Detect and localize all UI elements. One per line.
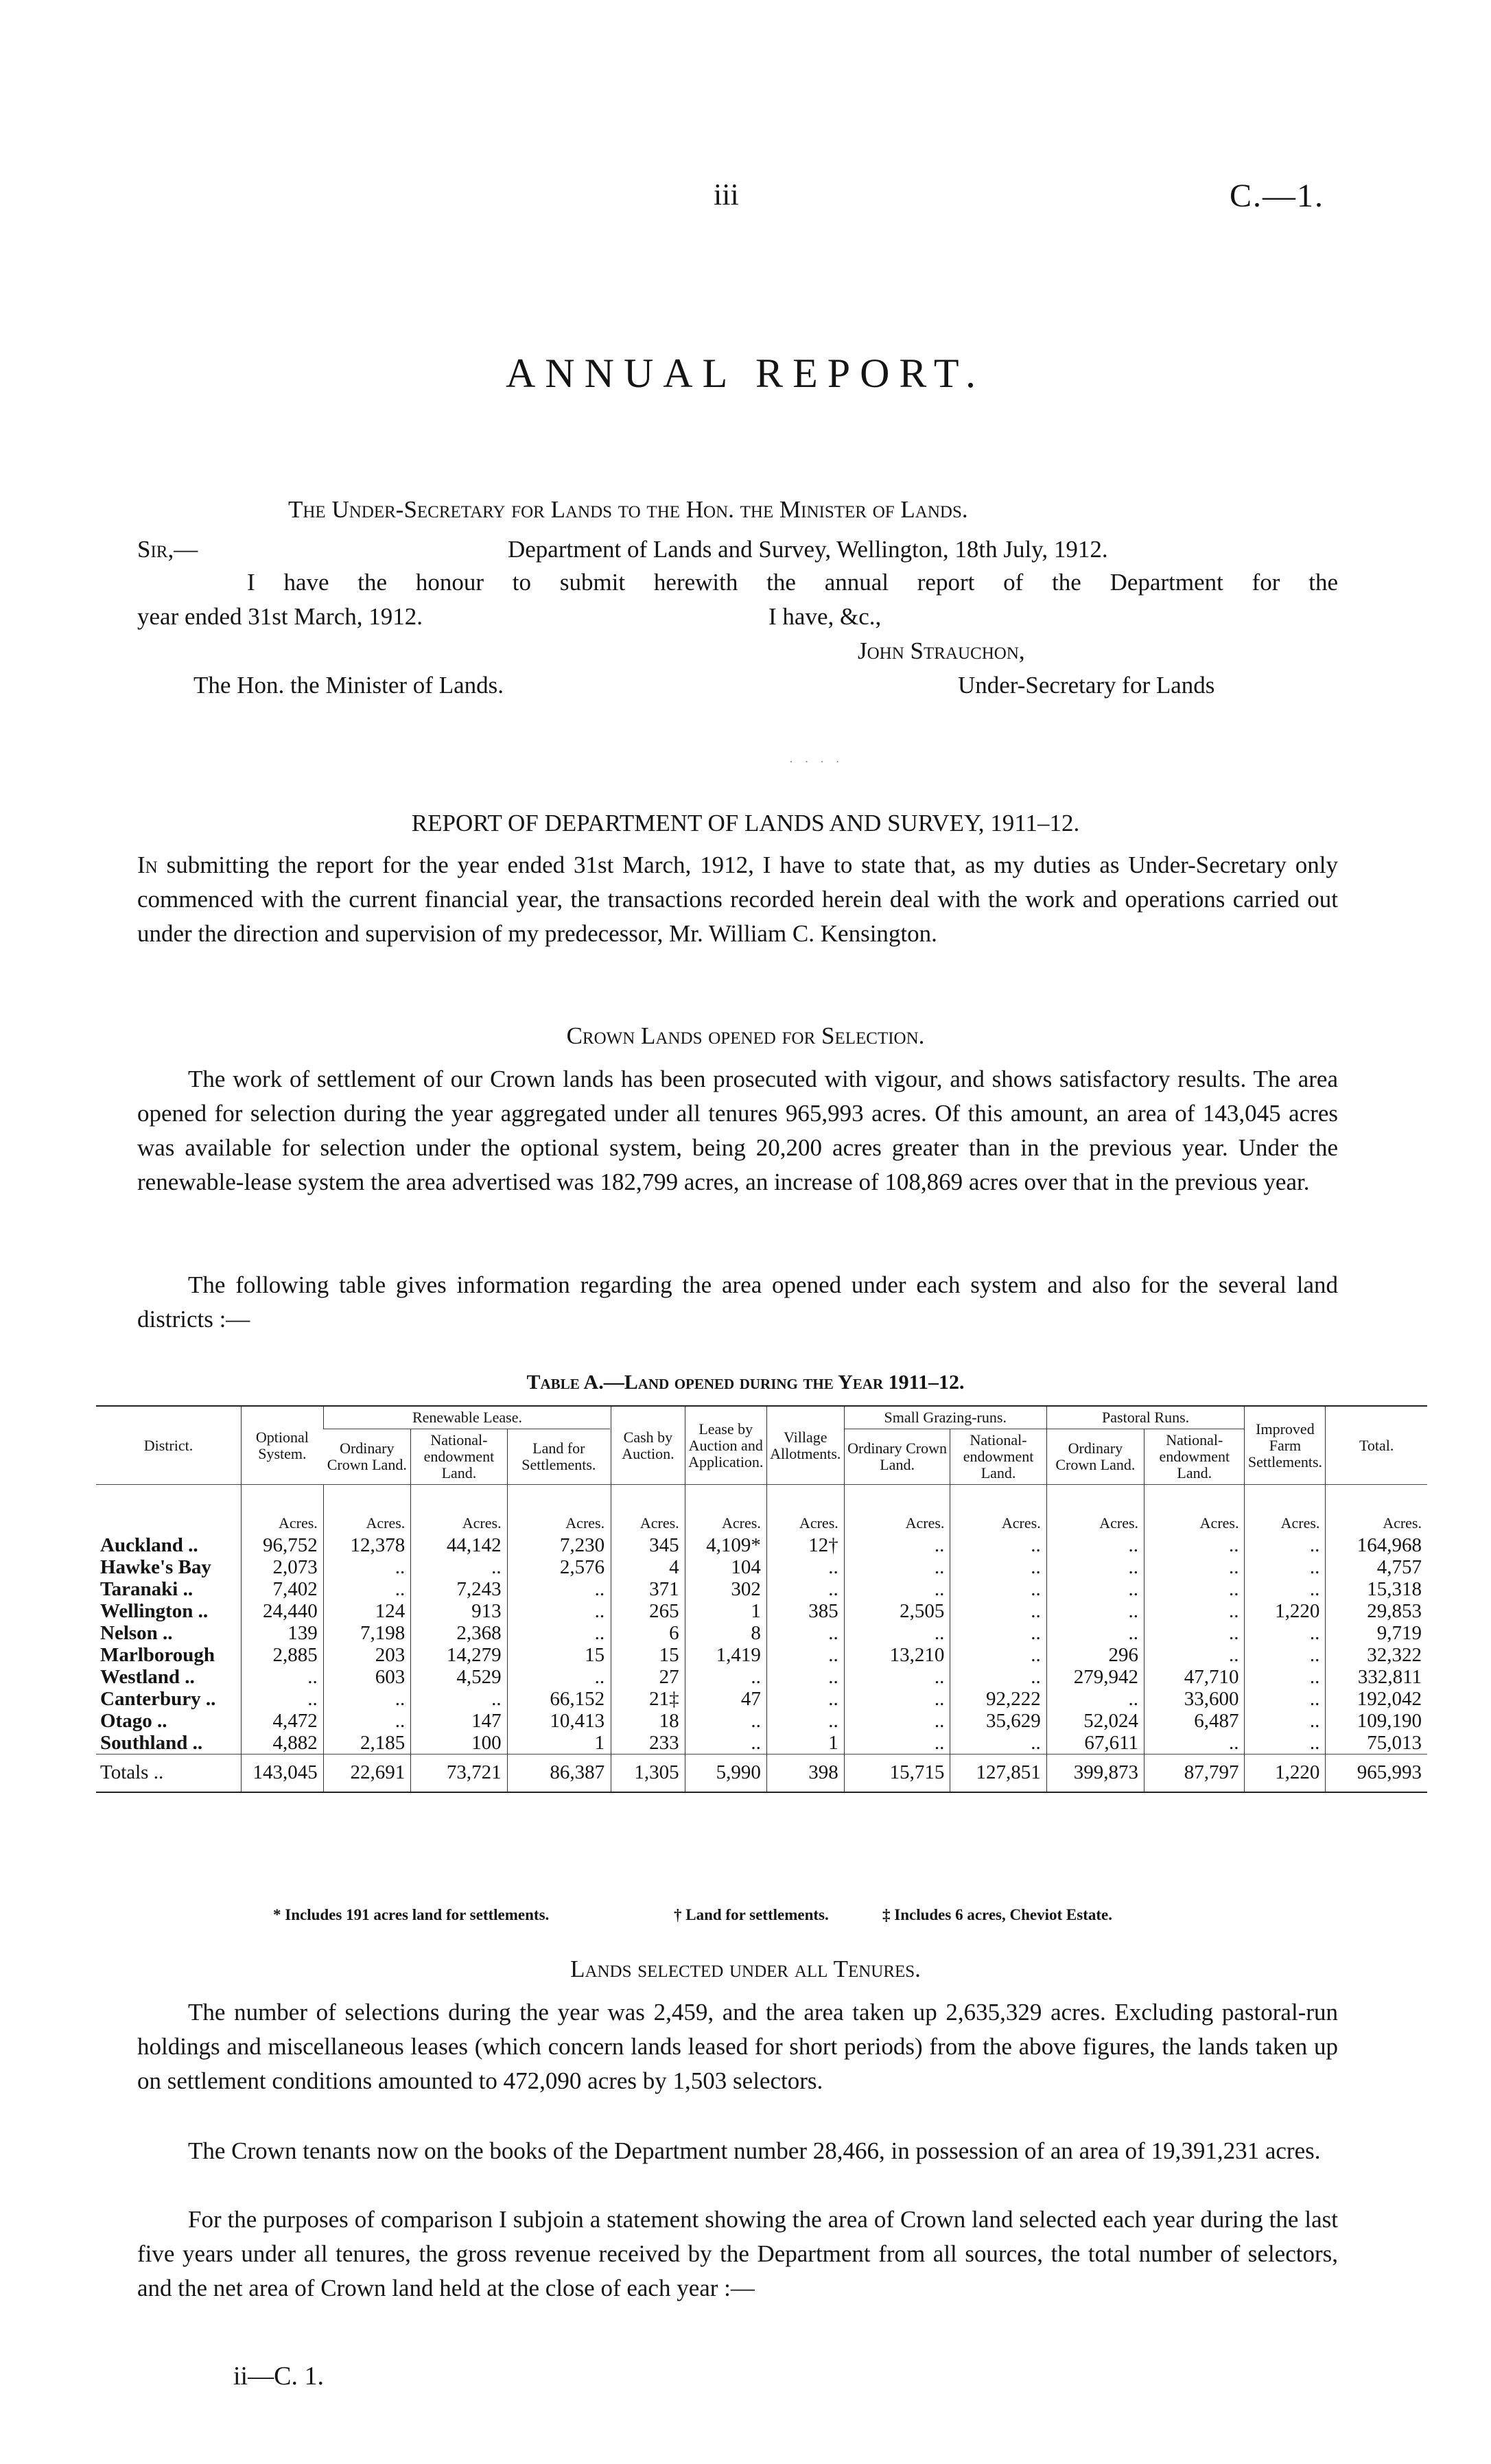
- table-cell: ..: [950, 1600, 1046, 1622]
- table-cell: 1,220: [1245, 1755, 1326, 1793]
- table-cell: 35,629: [950, 1710, 1046, 1732]
- table-caption: Table A.—Land opened during the Year 1911–12.: [526, 1371, 965, 1394]
- land-table: [96, 1405, 1427, 1793]
- table-cell: 143,045: [241, 1755, 323, 1793]
- table-cell: ..: [685, 1666, 766, 1688]
- table-cell: ..: [1144, 1556, 1245, 1578]
- table-cell: ..: [844, 1578, 950, 1600]
- table-cell: ..: [766, 1644, 844, 1666]
- table-cell: ..: [1046, 1578, 1144, 1600]
- units-row: [96, 1485, 1427, 1535]
- table-cell: 21‡: [611, 1688, 685, 1710]
- table-cell: Acres.: [611, 1485, 685, 1535]
- table-cell: 965,993: [1326, 1755, 1427, 1793]
- section1-para2: [137, 1268, 1338, 1337]
- table-cell: ..: [1144, 1732, 1245, 1755]
- table-cell: 296: [1046, 1644, 1144, 1666]
- table-cell: 6: [611, 1622, 685, 1644]
- table-cell: 2,073: [241, 1556, 323, 1578]
- table-cell: 33,600: [1144, 1688, 1245, 1710]
- table-cell: Acres.: [1245, 1485, 1326, 1535]
- table-cell: 5,990: [685, 1755, 766, 1793]
- table-cell: 7,402: [241, 1578, 323, 1600]
- table-cell: 6,487: [1144, 1710, 1245, 1732]
- table-cell: 14,279: [411, 1644, 507, 1666]
- totals-row: [96, 1755, 1427, 1793]
- table-cell: ..: [1245, 1534, 1326, 1556]
- table-cell: 8: [685, 1622, 766, 1644]
- section2-para1: [137, 1995, 1338, 2098]
- table-cell: 12,378: [323, 1534, 411, 1556]
- table-cell: ..: [1245, 1644, 1326, 1666]
- table-cell: ..: [507, 1578, 610, 1600]
- district-cell: Marlborough: [100, 1644, 215, 1666]
- table-cell: ..: [950, 1622, 1046, 1644]
- col-ren-ordinary: Ordinary Crown Land.: [323, 1429, 411, 1485]
- table-cell: ..: [844, 1710, 950, 1732]
- table-cell: 4: [611, 1556, 685, 1578]
- district-cell: Taranaki ..: [100, 1578, 193, 1600]
- table-row: [96, 1666, 1427, 1688]
- col-ren-national: National-endowment Land.: [411, 1429, 507, 1485]
- col-ren-settlements: Land for Settlements.: [507, 1429, 610, 1485]
- district-cell: Otago ..: [100, 1710, 167, 1732]
- table-cell: 47: [685, 1688, 766, 1710]
- table-cell: ..: [844, 1666, 950, 1688]
- table-cell: ..: [1144, 1534, 1245, 1556]
- group-small-grazing: Small Grazing-runs.: [844, 1406, 1046, 1429]
- district-cell: Canterbury ..: [100, 1688, 216, 1710]
- table-cell: 27: [611, 1666, 685, 1688]
- table-cell: 371: [611, 1578, 685, 1600]
- table-cell: ..: [844, 1688, 950, 1710]
- col-sg-national: National-endowment Land.: [950, 1429, 1046, 1485]
- table-cell: ..: [241, 1688, 323, 1710]
- table-cell: Acres.: [766, 1485, 844, 1535]
- table-cell: 2,505: [844, 1600, 950, 1622]
- table-cell: 1,305: [611, 1755, 685, 1793]
- district-cell: Nelson ..: [100, 1622, 173, 1644]
- table-cell: 1: [685, 1600, 766, 1622]
- section2-heading: Lands selected under all Tenures.: [570, 1956, 921, 1982]
- table-cell: Acres.: [507, 1485, 610, 1535]
- district-cell: Westland ..: [100, 1666, 195, 1688]
- group-renewable: Renewable Lease.: [323, 1406, 611, 1429]
- table-cell: ..: [411, 1556, 507, 1578]
- table-cell: 92,222: [950, 1688, 1046, 1710]
- letter-closing: I have, &c.,: [768, 603, 882, 630]
- table-row: [96, 1732, 1427, 1755]
- col-total: Total.: [1326, 1406, 1427, 1485]
- section1-para1: [137, 1062, 1338, 1199]
- letter-recipient: The Hon. the Minister of Lands.: [193, 672, 504, 699]
- table-cell: 302: [685, 1578, 766, 1600]
- table-cell: 7,230: [507, 1534, 610, 1556]
- table-cell: 73,721: [411, 1755, 507, 1793]
- table-cell: ..: [411, 1688, 507, 1710]
- section2-para3: [137, 2203, 1338, 2305]
- table-cell: 66,152: [507, 1688, 610, 1710]
- table-cell: ..: [323, 1578, 411, 1600]
- table-cell: 192,042: [1326, 1688, 1427, 1710]
- col-cash: Cash by Auction.: [611, 1406, 685, 1485]
- table-cell: Acres.: [1046, 1485, 1144, 1535]
- letter-body-line2: year ended 31st March, 1912.: [137, 603, 423, 630]
- table-row: [96, 1556, 1427, 1578]
- district-cell: Southland ..: [100, 1732, 203, 1754]
- table-cell: ..: [766, 1622, 844, 1644]
- table-cell: ..: [766, 1688, 844, 1710]
- table-cell: ..: [844, 1556, 950, 1578]
- table-cell: 1,220: [1245, 1600, 1326, 1622]
- table-cell: ..: [323, 1688, 411, 1710]
- table-cell: 7,243: [411, 1578, 507, 1600]
- table-cell: ..: [1245, 1622, 1326, 1644]
- table-cell: 127,851: [950, 1755, 1046, 1793]
- table-cell: 75,013: [1326, 1732, 1427, 1755]
- land-opened-table: [96, 1405, 1427, 1793]
- table-cell: Acres.: [323, 1485, 411, 1535]
- table-cell: ..: [1046, 1622, 1144, 1644]
- table-cell: Acres.: [411, 1485, 507, 1535]
- table-cell: ..: [1046, 1556, 1144, 1578]
- table-cell: 4,472: [241, 1710, 323, 1732]
- table-cell: ..: [950, 1556, 1046, 1578]
- table-cell: ..: [766, 1556, 844, 1578]
- table-cell: ..: [844, 1534, 950, 1556]
- table-cell: ..: [507, 1666, 610, 1688]
- section1-para2-text: The following table gives information regarding the area opened under each system and also for the several land districts :—: [137, 1271, 1338, 1333]
- letter-dateline: Department of Lands and Survey, Wellington, 18th July, 1912.: [508, 536, 1108, 563]
- col-pr-ordinary: Ordinary Crown Land.: [1046, 1429, 1144, 1485]
- letter-signatory-title: Under-Secretary for Lands: [958, 672, 1215, 699]
- section2-para2: [137, 2134, 1338, 2168]
- section1-heading: Crown Lands opened for Selection.: [566, 1022, 925, 1049]
- section2-para2-text: The Crown tenants now on the books of the Department number 28,466, in possession of an area of 19,391,231 acres.: [188, 2137, 1321, 2164]
- table-cell: Acres.: [685, 1485, 766, 1535]
- district-cell: Hawke's Bay: [100, 1556, 211, 1578]
- district-cell: Wellington ..: [100, 1600, 209, 1622]
- group-pastoral: Pastoral Runs.: [1046, 1406, 1245, 1429]
- table-cell: ..: [766, 1666, 844, 1688]
- table-cell: 1: [766, 1732, 844, 1755]
- table-cell: ..: [1144, 1578, 1245, 1600]
- report-title: ANNUAL REPORT.: [505, 351, 986, 396]
- table-cell: 398: [766, 1755, 844, 1793]
- signature-mark: ii—C. 1.: [233, 2362, 324, 2391]
- table-cell: ..: [844, 1732, 950, 1755]
- table-row: [96, 1578, 1427, 1600]
- table-cell: 2,185: [323, 1732, 411, 1755]
- table-cell: ..: [766, 1710, 844, 1732]
- table-cell: 29,853: [1326, 1600, 1427, 1622]
- table-cell: ..: [1245, 1666, 1326, 1688]
- table-cell: ..: [950, 1644, 1046, 1666]
- table-cell: ..: [950, 1666, 1046, 1688]
- table-cell: ..: [950, 1578, 1046, 1600]
- table-cell: 44,142: [411, 1534, 507, 1556]
- table-cell: 4,882: [241, 1732, 323, 1755]
- table-cell: 2,885: [241, 1644, 323, 1666]
- table-cell: ..: [1144, 1622, 1245, 1644]
- district-cell: [96, 1485, 241, 1535]
- table-cell: ..: [1245, 1556, 1326, 1578]
- col-pr-national: National-endowment Land.: [1144, 1429, 1245, 1485]
- intro-first-word: In: [137, 852, 158, 878]
- table-cell: ..: [1144, 1644, 1245, 1666]
- table-cell: 15: [611, 1644, 685, 1666]
- table-cell: 1,419: [685, 1644, 766, 1666]
- footnote-dagger: † Land for settlements.: [674, 1906, 829, 1923]
- table-cell: 13,210: [844, 1644, 950, 1666]
- table-cell: 24,440: [241, 1600, 323, 1622]
- table-row: [96, 1600, 1427, 1622]
- table-cell: 147: [411, 1710, 507, 1732]
- table-row: [96, 1710, 1427, 1732]
- section-divider: · · · ·: [789, 755, 844, 768]
- table-cell: ..: [1245, 1688, 1326, 1710]
- table-cell: 2,576: [507, 1556, 610, 1578]
- table-cell: ..: [766, 1578, 844, 1600]
- table-cell: 12†: [766, 1534, 844, 1556]
- table-cell: 4,529: [411, 1666, 507, 1688]
- table-row: [96, 1688, 1427, 1710]
- table-cell: 913: [411, 1600, 507, 1622]
- table-cell: ..: [1144, 1600, 1245, 1622]
- table-cell: ..: [1245, 1578, 1326, 1600]
- table-cell: ..: [844, 1622, 950, 1644]
- table-cell: 345: [611, 1534, 685, 1556]
- col-district: District.: [96, 1406, 241, 1485]
- table-cell: 15: [507, 1644, 610, 1666]
- table-cell: 233: [611, 1732, 685, 1755]
- letter-signature: John Strauchon,: [858, 637, 1025, 664]
- district-cell: Totals ..: [96, 1755, 241, 1793]
- table-cell: 10,413: [507, 1710, 610, 1732]
- table-cell: Acres.: [241, 1485, 323, 1535]
- table-cell: 18: [611, 1710, 685, 1732]
- table-cell: ..: [1046, 1688, 1144, 1710]
- table-cell: ..: [685, 1710, 766, 1732]
- letter-addressee: The Under-Secretary for Lands to the Hon. the Minister of Lands.: [288, 496, 968, 523]
- col-optional: Optional System.: [241, 1406, 323, 1485]
- intro-text: submitting the report for the year ended 31st March, 1912, I have to state that, as my duties as Under-Secretary only commenced with the current financial year, the transactions recorded herein deal with the work and operations carried out under the direction and supervision of my predecessor, Mr. William C. Kensington.: [137, 852, 1338, 947]
- report-heading: REPORT OF DEPARTMENT OF LANDS AND SURVEY, 1911–12.: [411, 810, 1080, 836]
- table-cell: ..: [950, 1534, 1046, 1556]
- col-improved: Improved Farm Settlements.: [1245, 1406, 1326, 1485]
- col-sg-ordinary: Ordinary Crown Land.: [844, 1429, 950, 1485]
- district-cell: Auckland ..: [100, 1534, 198, 1556]
- table-cell: ..: [323, 1556, 411, 1578]
- table-cell: 100: [411, 1732, 507, 1755]
- col-village: Village Allotments.: [766, 1406, 844, 1485]
- table-cell: 47,710: [1144, 1666, 1245, 1688]
- table-row: [96, 1644, 1427, 1666]
- letter-salutation: Sir,—: [137, 536, 198, 563]
- table-cell: 7,198: [323, 1622, 411, 1644]
- section1-para1-text: The work of settlement of our Crown lands has been prosecuted with vigour, and shows satisfactory results. The area opened for selection during the year aggregated under all tenures 965,993 acres. Of this amount, an area of 143,045 acres was available for selection under the optional system, being 20,200 acres greater than in the previous year. Under the renewable-lease system the area advertised was 182,799 acres, an increase of 108,869 acres over that in the previous year.: [137, 1066, 1338, 1195]
- table-cell: 96,752: [241, 1534, 323, 1556]
- table-cell: 87,797: [1144, 1755, 1245, 1793]
- table-cell: Acres.: [950, 1485, 1046, 1535]
- table-cell: ..: [1245, 1710, 1326, 1732]
- page-number: iii: [714, 178, 739, 211]
- letter-body-line1: I have the honour to submit herewith the annual report of the Department for the: [247, 569, 1338, 596]
- table-cell: ..: [1245, 1732, 1326, 1755]
- table-cell: ..: [241, 1666, 323, 1688]
- table-row: [96, 1534, 1427, 1556]
- table-cell: Acres.: [1326, 1485, 1427, 1535]
- table-cell: ..: [1046, 1534, 1144, 1556]
- table-cell: 203: [323, 1644, 411, 1666]
- table-cell: 385: [766, 1600, 844, 1622]
- table-cell: 15,715: [844, 1755, 950, 1793]
- table-cell: Acres.: [1144, 1485, 1245, 1535]
- table-cell: 164,968: [1326, 1534, 1427, 1556]
- table-cell: 1: [507, 1732, 610, 1755]
- table-row: [96, 1622, 1427, 1644]
- table-cell: 86,387: [507, 1755, 610, 1793]
- table-cell: 9,719: [1326, 1622, 1427, 1644]
- table-cell: Acres.: [844, 1485, 950, 1535]
- table-cell: 67,611: [1046, 1732, 1144, 1755]
- table-cell: 4,109*: [685, 1534, 766, 1556]
- table-cell: ..: [1046, 1600, 1144, 1622]
- table-cell: 52,024: [1046, 1710, 1144, 1732]
- table-cell: ..: [950, 1732, 1046, 1755]
- report-intro: [137, 848, 1338, 951]
- table-cell: 4,757: [1326, 1556, 1427, 1578]
- table-cell: 265: [611, 1600, 685, 1622]
- table-cell: 332,811: [1326, 1666, 1427, 1688]
- table-cell: 603: [323, 1666, 411, 1688]
- table-cell: 15,318: [1326, 1578, 1427, 1600]
- table-cell: ..: [507, 1600, 610, 1622]
- table-cell: 104: [685, 1556, 766, 1578]
- table-cell: 124: [323, 1600, 411, 1622]
- section2-para3-text: For the purposes of comparison I subjoin a statement showing the area of Crown land selected each year during the last five years under all tenures, the gross revenue received by the Department from all sources, the total number of selectors, and the net area of Crown land held at the close of each year :—: [137, 2206, 1338, 2301]
- table-cell: 22,691: [323, 1755, 411, 1793]
- series-code: C.—1.: [1230, 178, 1325, 214]
- col-lease-auction: Lease by Auction and Application.: [685, 1406, 766, 1485]
- table-cell: ..: [323, 1710, 411, 1732]
- table-cell: ..: [685, 1732, 766, 1755]
- table-cell: 109,190: [1326, 1710, 1427, 1732]
- table-cell: 139: [241, 1622, 323, 1644]
- table-cell: 32,322: [1326, 1644, 1427, 1666]
- footnote-star: * Includes 191 acres land for settlements.: [273, 1906, 550, 1923]
- table-body: [96, 1485, 1427, 1793]
- table-cell: 2,368: [411, 1622, 507, 1644]
- table-cell: ..: [507, 1622, 610, 1644]
- section2-para1-text: The number of selections during the year was 2,459, and the area taken up 2,635,329 acres. Excluding pastoral-run holdings and miscellaneous leases (which concern lands leased for short periods) from the above figures, the lands taken up on settlement conditions amounted to 472,090 acres by 1,503 selectors.: [137, 1999, 1338, 2094]
- table-cell: 279,942: [1046, 1666, 1144, 1688]
- table-cell: 399,873: [1046, 1755, 1144, 1793]
- footnote-ddagger: ‡ Includes 6 acres, Cheviot Estate.: [882, 1906, 1112, 1923]
